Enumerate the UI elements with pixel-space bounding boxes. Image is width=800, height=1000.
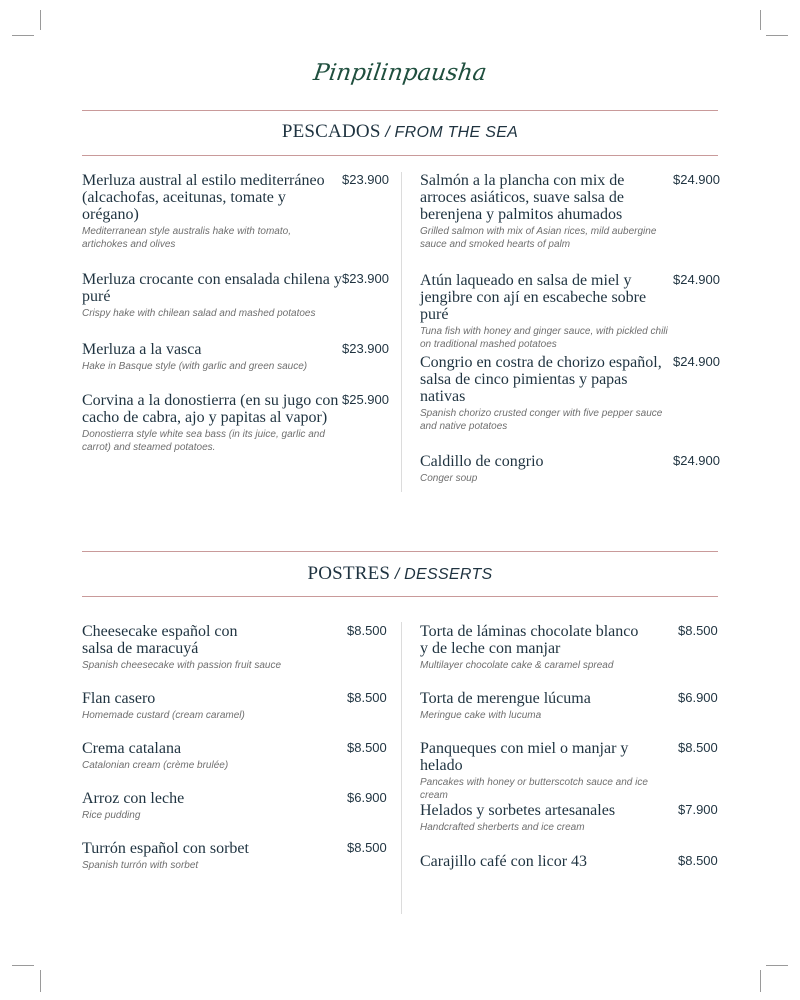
crop-mark [12, 35, 34, 36]
item-name: Cheesecake español con salsa de maracuyá [82, 623, 238, 657]
menu-item [82, 271, 389, 320]
section-title-es: POSTRES [307, 563, 391, 584]
menu-item [420, 690, 718, 722]
item-price: $8.500 [678, 853, 718, 868]
menu-item [82, 623, 387, 672]
crop-mark [766, 965, 788, 966]
item-name: Crema catalana [82, 740, 182, 757]
divider [82, 110, 718, 111]
item-price: $8.500 [347, 690, 387, 705]
item-price: $23.900 [342, 172, 389, 187]
menu-item [420, 172, 720, 251]
divider [82, 551, 718, 552]
item-description: Conger soup [420, 473, 478, 484]
item-description: Spanish turrón with sorbet [82, 860, 199, 871]
menu-item [82, 172, 389, 251]
item-name: Caldillo de congrio [420, 453, 544, 470]
menu-item [420, 623, 718, 672]
item-name: Torta de merengue lúcuma [420, 690, 591, 707]
item-name: Torta de láminas chocolate blanco y de leche con manjar [420, 623, 639, 657]
section-title-postres [0, 563, 800, 585]
item-description: Tuna fish with honey and ginger sauce, with pickled chili on traditional mashed potatoes [420, 326, 668, 350]
menu-item [420, 853, 718, 870]
item-description: Spanish cheesecake with passion fruit sauce [82, 660, 282, 671]
divider [82, 596, 718, 597]
item-name: Salmón a la plancha con mix de arroces asiáticos, suave salsa de berenjena y palmitos ahumados [420, 172, 625, 223]
title-separator: / [380, 124, 395, 141]
item-price: $24.900 [673, 272, 720, 287]
item-name: Corvina a la donostierra (en su jugo con cacho de cabra, ajo y papitas al vapor) [82, 392, 339, 426]
item-description: Grilled salmon with mix of Asian rices, mild aubergine sauce and smoked hearts of palm [420, 226, 657, 250]
item-price: $24.900 [673, 172, 720, 187]
menu-item [420, 740, 718, 802]
item-description: Catalonian cream (crème brulée) [82, 760, 229, 771]
item-price: $24.900 [673, 453, 720, 468]
menu-item [82, 740, 387, 772]
item-description: Crispy hake with chilean salad and mashed potatoes [82, 308, 316, 319]
item-description: Spanish chorizo crusted conger with five pepper sauce and native potatoes [420, 408, 663, 432]
menu-item [420, 272, 720, 351]
item-description: Pancakes with honey or butterscotch sauce and ice cream [420, 777, 648, 801]
item-name: Panqueques con miel o manjar y helado [420, 740, 629, 774]
item-price: $8.500 [678, 623, 718, 638]
section-title-en: DESSERTS [404, 566, 493, 583]
item-name: Flan casero [82, 690, 156, 707]
column-divider [401, 622, 402, 914]
item-price: $24.900 [673, 354, 720, 369]
column-divider [401, 172, 402, 492]
item-price: $23.900 [342, 341, 389, 356]
item-description: Mediterranean style australis hake with tomato, artichokes and olives [82, 226, 291, 250]
item-description: Homemade custard (cream caramel) [82, 710, 245, 721]
section-title-es: PESCADOS [281, 121, 381, 142]
crop-mark [760, 970, 761, 992]
crop-mark [766, 35, 788, 36]
menu-item [420, 354, 720, 433]
title-separator: / [390, 566, 405, 583]
menu-item [82, 840, 387, 872]
item-name: Merluza crocante con ensalada chilena y puré [82, 271, 342, 305]
item-name: Turrón español con sorbet [82, 840, 249, 857]
menu-item [82, 690, 387, 722]
item-name: Congrio en costra de chorizo español, salsa de cinco pimientas y papas nativas [420, 354, 662, 405]
item-name: Merluza a la vasca [82, 341, 202, 358]
item-description: Rice pudding [82, 810, 141, 821]
item-price: $23.900 [342, 271, 389, 286]
item-price: $8.500 [347, 740, 387, 755]
menu-item [420, 802, 718, 834]
section-title-pescados [0, 121, 800, 143]
brand-logo: Pinpilinpausha [311, 60, 489, 86]
item-description: Meringue cake with lucuma [420, 710, 542, 721]
item-price: $8.500 [347, 623, 387, 638]
crop-mark [40, 10, 41, 30]
item-name: Merluza austral al estilo mediterráneo (alcachofas, aceitunas, tomate y orégano) [82, 172, 325, 223]
divider [82, 155, 718, 156]
item-name: Helados y sorbetes artesanales [420, 802, 616, 819]
item-price: $6.900 [678, 690, 718, 705]
item-price: $8.500 [347, 840, 387, 855]
item-price: $7.900 [678, 802, 718, 817]
item-name: Carajillo café con licor 43 [420, 853, 588, 870]
item-price: $6.900 [347, 790, 387, 805]
item-description: Multilayer chocolate cake & caramel spread [420, 660, 614, 671]
item-description: Handcrafted sherberts and ice cream [420, 822, 585, 833]
menu-item [420, 453, 720, 485]
menu-item [82, 790, 387, 822]
item-name: Atún laqueado en salsa de miel y jengibre con ají en escabeche sobre puré [420, 272, 647, 323]
menu-item [82, 341, 389, 373]
section-title-en: FROM THE SEA [394, 124, 519, 141]
item-price: $25.900 [342, 392, 389, 407]
item-name: Arroz con leche [82, 790, 185, 807]
crop-mark [40, 970, 41, 992]
crop-mark [760, 10, 761, 30]
item-price: $8.500 [678, 740, 718, 755]
item-description: Hake in Basque style (with garlic and green sauce) [82, 361, 308, 372]
menu-item [82, 392, 389, 454]
item-description: Donostierra style white sea bass (in its juice, garlic and carrot) and steamed potatoes. [82, 429, 325, 453]
crop-mark [12, 965, 34, 966]
